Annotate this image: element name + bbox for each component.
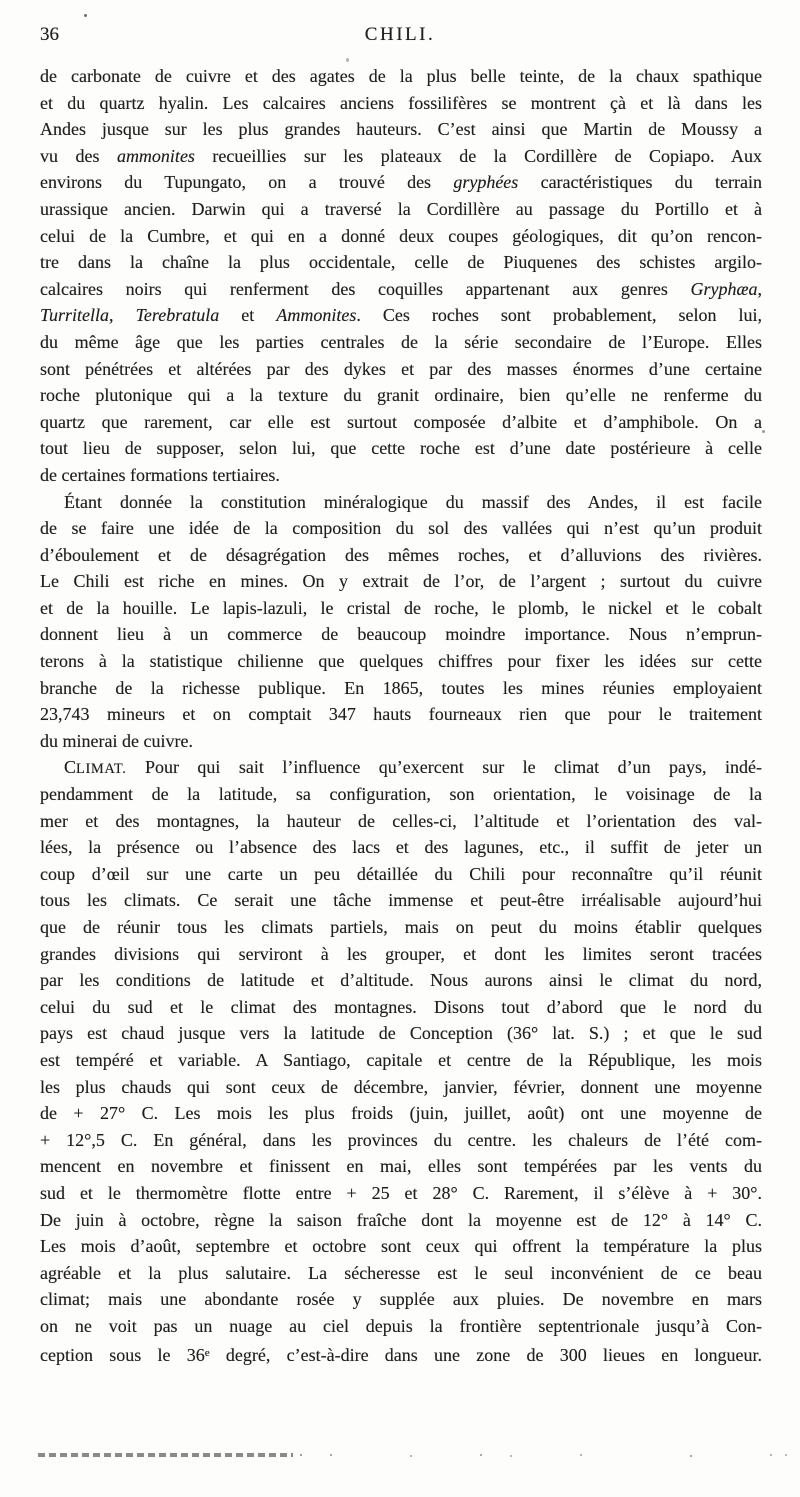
text-line bbox=[40, 409, 762, 436]
scan-artifact-dashes bbox=[38, 1453, 293, 1457]
text-run: mencent en novembre et finissent en mai, elles sont tempérées par les vents du bbox=[40, 1156, 762, 1177]
text-line bbox=[40, 515, 762, 542]
text-line bbox=[40, 914, 762, 941]
text-run: Ammonites bbox=[276, 305, 357, 326]
page-number: 36 bbox=[40, 24, 59, 45]
text-run: De juin à octobre, règne la saison fraîche dont la moyenne est de 12° à 14° C. bbox=[40, 1209, 762, 1230]
text-run: + 12°,5 C. En général, dans les provinces du centre. les chaleurs de l’été com- bbox=[40, 1129, 762, 1150]
text-line bbox=[40, 1233, 762, 1260]
text-line bbox=[40, 1207, 762, 1234]
text-run: tre dans la chaîne la plus occidentale, celle de Piuquenes des schistes argilo- bbox=[40, 252, 762, 273]
text-run: pendamment de la latitude, sa configuration, son orientation, le voisinage de la bbox=[40, 784, 762, 805]
text-line bbox=[40, 90, 762, 117]
text-line bbox=[40, 621, 762, 648]
text-line bbox=[40, 808, 762, 835]
text-run: sud et le thermomètre flotte entre + 25 et 28° C. Rarement, il s’élève à + 30°. bbox=[40, 1182, 762, 1203]
text-run: que de réunir tous les climats partiels, mais on peut du moins établir quelques bbox=[40, 917, 762, 937]
text-line bbox=[40, 994, 762, 1021]
text-line bbox=[40, 1180, 762, 1207]
text-line bbox=[40, 1074, 762, 1101]
text-line bbox=[40, 1047, 762, 1074]
text-line bbox=[40, 675, 762, 702]
text-run: terons à la statistique chilienne que quelques chiffres pour fixer les idées sur cette bbox=[40, 651, 762, 672]
text-run: calcaires noirs qui renferment des coquilles appartenant aux genres bbox=[40, 278, 691, 299]
text-line bbox=[40, 169, 762, 196]
page-title: CHILI. bbox=[364, 24, 436, 45]
text-run: les plus chauds qui sont ceux de décembre, janvier, février, donnent une moyenne bbox=[40, 1076, 762, 1097]
body-text bbox=[40, 63, 762, 1366]
text-line bbox=[40, 302, 762, 329]
text-line bbox=[40, 382, 762, 409]
text-line bbox=[40, 196, 762, 223]
text-run: Terebratula bbox=[135, 305, 220, 326]
text-run: caractéristiques du terrain bbox=[518, 172, 763, 193]
text-line bbox=[40, 701, 762, 728]
text-line bbox=[40, 1340, 762, 1367]
text-line bbox=[40, 1313, 762, 1340]
text-run: mer et des montagnes, la hauteur de celles-ci, l’altitude et l’orientation des val- bbox=[40, 810, 762, 831]
text-run: climat; mais une abondante rosée y supplée aux pluies. De novembre en mars bbox=[40, 1289, 762, 1310]
text-line bbox=[40, 276, 762, 303]
text-run: . Ces roches sont probablement, selon lui, bbox=[356, 305, 763, 326]
text-run: environs du Tupungato, on a trouvé des bbox=[40, 172, 454, 193]
text-run: et du quartz hyalin. Les calcaires anciens fossilifères se montrent çà et là dans les bbox=[40, 92, 762, 113]
text-run: gryphées bbox=[453, 172, 519, 193]
text-run: celui du sud et le climat des montagnes. Disons tout d’abord que le nord du bbox=[40, 996, 762, 1017]
text-line bbox=[40, 1286, 762, 1313]
text-run: e bbox=[204, 1346, 210, 1359]
text-run: , bbox=[109, 305, 136, 326]
text-run: Étant donnée la constitution minéralogique du massif des Andes, il est facile bbox=[64, 491, 762, 512]
text-line bbox=[40, 116, 762, 143]
text-run: Les mois d’août, septembre et octobre sont ceux qui offrent la température la plus bbox=[40, 1236, 762, 1257]
text-line bbox=[40, 834, 762, 861]
text-run: d’éboulement et de désagrégation des mêmes roches, et d’alluvions des rivières. bbox=[40, 544, 762, 565]
text-line bbox=[40, 887, 762, 914]
text-run: on ne voit pas un nuage au ciel depuis la frontière septentrionale jusqu’à Con- bbox=[40, 1315, 762, 1336]
text-run: donnent lieu à un commerce de beaucoup moindre importance. Nous n’emprun- bbox=[40, 624, 762, 645]
text-run: sont pénétrées et altérées par des dykes et par des masses énormes d’une certaine bbox=[40, 358, 762, 379]
text-run: et de la houille. Le lapis-lazuli, le cristal de roche, le plomb, le nickel et le cobalt bbox=[40, 597, 762, 618]
scan-speck bbox=[84, 14, 87, 17]
text-run: Gryphæa bbox=[690, 278, 758, 299]
text-line bbox=[40, 941, 762, 968]
text-run: degré, c’est-à-dire dans une zone de 300 lieues en longueur. bbox=[209, 1344, 762, 1365]
text-run: lées, la présence ou l’absence des lacs et des lagunes, etc., il suffit de jeter un bbox=[40, 837, 762, 858]
scan-artifact-dots bbox=[300, 1454, 302, 1456]
text-line bbox=[40, 435, 762, 462]
text-line bbox=[40, 223, 762, 250]
scan-speck bbox=[346, 58, 349, 62]
text-run: pays est chaud jusque vers la latitude de Conception (36° lat. S.) ; et que le sud bbox=[40, 1023, 762, 1044]
text-line bbox=[40, 648, 762, 675]
text-line bbox=[40, 63, 762, 90]
text-run: par les conditions de latitude et d’altitude. Nous aurons ainsi le climat du nord, bbox=[40, 970, 762, 991]
text-line bbox=[40, 143, 762, 170]
text-line bbox=[40, 329, 762, 356]
text-run: est tempéré et variable. A Santiago, capitale et centre de la République, les mois bbox=[40, 1049, 762, 1070]
text-run: tout lieu de supposer, selon lui, que cette roche est d’une date postérieure à celle bbox=[40, 438, 762, 459]
text-line bbox=[40, 356, 762, 383]
text-run: coup d’œil sur une carte un peu détaillée du Chili pour reconnaître qu’il réunit bbox=[40, 863, 762, 884]
text-run: urassique ancien. Darwin qui a traversé la Cordillère au passage du Portillo et à bbox=[40, 198, 762, 219]
text-line bbox=[40, 1020, 762, 1047]
text-run: tous les climats. Ce serait une tâche immense et peut-être irréalisable aujourd’hui bbox=[40, 890, 762, 911]
page-header bbox=[40, 24, 760, 50]
text-line bbox=[40, 728, 762, 755]
text-run: ception sous le 36 bbox=[40, 1344, 205, 1365]
text-line bbox=[40, 781, 762, 808]
text-line bbox=[40, 1153, 762, 1180]
text-run: agréable et la plus salutaire. La sécheresse est le seul inconvénient de ce beau bbox=[40, 1262, 762, 1283]
text-line bbox=[40, 1100, 762, 1127]
text-run: recueillies sur les plateaux de la Cordillère de Copiapo. Aux bbox=[194, 145, 762, 166]
text-run: de carbonate de cuivre et des agates de la plus belle teinte, de la chaux spathique bbox=[40, 66, 762, 86]
text-line bbox=[40, 249, 762, 276]
text-run: du minerai de cuivre. bbox=[40, 730, 193, 751]
text-line bbox=[40, 967, 762, 994]
text-line bbox=[40, 595, 762, 622]
text-run: celui de la Cumbre, et qui en a donné deux coupes géologiques, dit qu’on rencon- bbox=[40, 225, 762, 246]
text-run: de certaines formations tertiaires. bbox=[40, 464, 280, 485]
text-run: Turritella bbox=[40, 305, 110, 326]
text-run: et bbox=[219, 305, 277, 326]
text-line bbox=[40, 568, 762, 595]
text-run: grandes divisions qui serviront à les grouper, et dont les limites seront tracées bbox=[40, 943, 762, 964]
text-run: vu des bbox=[40, 145, 117, 166]
text-run: de se faire une idée de la composition du sol des vallées qui n’est qu’un produit bbox=[40, 518, 762, 539]
text-line bbox=[40, 489, 762, 516]
text-run: Andes jusque sur les plus grandes hauteurs. C’est ainsi que Martin de Moussy a bbox=[40, 119, 762, 140]
text-line bbox=[40, 1127, 762, 1154]
text-line bbox=[40, 1260, 762, 1287]
text-run: branche de la richesse publique. En 1865, toutes les mines réunies employaient bbox=[40, 677, 762, 698]
scan-speck bbox=[762, 430, 765, 433]
text-run: du même âge que les parties centrales de la série secondaire de l’Europe. Elles bbox=[40, 331, 762, 352]
text-run: roche plutonique qui a la texture du granit ordinaire, bien qu’elle ne renferme du bbox=[40, 385, 762, 406]
text-run: LIMAT. bbox=[76, 761, 127, 778]
text-run: Le Chili est riche en mines. On y extrait de l’or, de l’argent ; surtout du cuivre bbox=[40, 571, 762, 592]
text-line bbox=[40, 462, 762, 489]
text-run: , bbox=[757, 278, 762, 299]
text-run: ammonites bbox=[116, 145, 195, 166]
text-run: 23,743 mineurs et on comptait 347 hauts fourneaux rien que pour le traitement bbox=[40, 704, 762, 725]
text-run: de + 27° C. Les mois les plus froids (juin, juillet, août) ont une moyenne de bbox=[40, 1103, 762, 1124]
text-line bbox=[40, 754, 762, 781]
text-line bbox=[40, 542, 762, 569]
text-run: Pour qui sait l’influence qu’exercent sur le climat d’un pays, indé- bbox=[126, 757, 762, 778]
text-line bbox=[40, 861, 762, 888]
text-run: quartz que rarement, car elle est surtout composée d’albite et d’amphibole. On a bbox=[40, 411, 762, 432]
text-run: C bbox=[64, 757, 77, 778]
